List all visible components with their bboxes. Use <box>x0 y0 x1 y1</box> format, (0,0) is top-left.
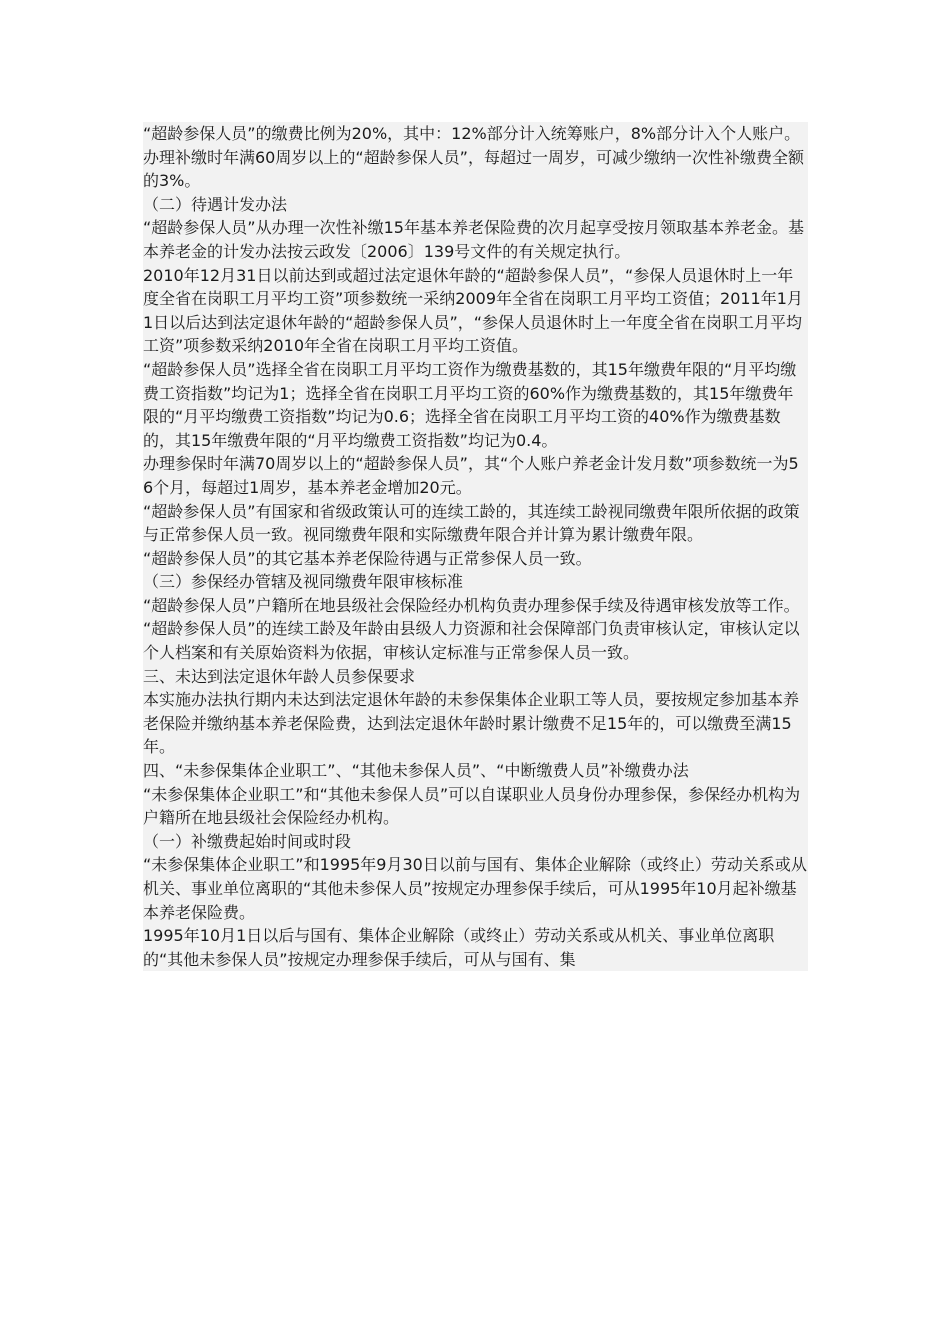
paragraph: “未参保集体企业职工”和1995年9月30日以前与国有、集体企业解除（或终止）劳动关系或从机关、事业单位离职的“其他未参保人员”按规定办理参保手续后，可从1995年10月起补缴基本养老保险费。 <box>143 855 807 922</box>
section-heading: 四、“未参保集体企业职工”、“其他未参保人员”、“中断缴费人员”补缴费办法 <box>143 761 689 781</box>
paragraph: “超龄参保人员”从办理一次性补缴15年基本养老保险费的次月起享受按月领取基本养老金。基本养老金的计发办法按云政发〔2006〕139号文件的有关规定执行。 <box>143 218 804 261</box>
paragraph: 本实施办法执行期内未达到法定退休年龄的未参保集体企业职工等人员，要按规定参加基本养老保险并缴纳基本养老保险费，达到法定退休年龄时累计缴费不足15年的，可以缴费至满15年。 <box>143 690 800 757</box>
section-heading: （一）补缴费起始时间或时段 <box>143 831 352 851</box>
paragraph: 办理补缴时年满60周岁以上的“超龄参保人员”，每超过一周岁，可减少缴纳一次性补缴费全额的3%。 <box>143 147 804 191</box>
paragraph: 办理参保时年满70周岁以上的“超龄参保人员”，其“个人账户养老金计发月数”项参数统一为56个月，每超过1周岁，基本养老金增加20元。 <box>143 454 799 497</box>
section-heading: 三、未达到法定退休年龄人员参保要求 <box>143 666 416 686</box>
paragraph: “超龄参保人员”有国家和省级政策认可的连续工龄的，其连续工龄视同缴费年限所依据的政策与正常参保人员一致。视同缴费年限和实际缴费年限合并计算为累计缴费年限。 <box>143 501 800 545</box>
document-body <box>143 122 808 971</box>
paragraph: 1995年10月1日以后与国有、集体企业解除（或终止）劳动关系或从机关、事业单位离职的“其他未参保人员”按规定办理参保手续后，可从与国有、集 <box>143 926 775 969</box>
section-heading: （三）参保经办管辖及视同缴费年限审核标准 <box>143 572 464 592</box>
paragraph: 2010年12月31日以前达到或超过法定退休年龄的“超龄参保人员”，“参保人员退休时上一年度全省在岗职工月平均工资”项参数统一采纳2009年全省在岗职工月平均工资值；2011年1月1日以后达到法定退休年龄的“超龄参保人员”，“参保人员退休时上一年度全省在岗职工月平均工资”项参数采纳2010年全省在岗职工月平均工资值。 <box>143 265 803 356</box>
paragraph: “超龄参保人员”的连续工龄及年龄由县级人力资源和社会保障部门负责审核认定，审核认定以个人档案和有关原始资料为依据，审核认定标准与正常参保人员一致。 <box>143 619 800 663</box>
paragraph: “超龄参保人员”的其它基本养老保险待遇与正常参保人员一致。 <box>143 548 592 568</box>
paragraph: “超龄参保人员”户籍所在地县级社会保险经办机构负责办理参保手续及待遇审核发放等工作。 <box>143 595 800 615</box>
paragraph: “未参保集体企业职工”和“其他未参保人员”可以自谋职业人员身份办理参保，参保经办机构为户籍所在地县级社会保险经办机构。 <box>143 784 801 828</box>
paragraph: “超龄参保人员”选择全省在岗职工月平均工资作为缴费基数的，其15年缴费年限的“月平均缴费工资指数”均记为1；选择全省在岗职工月平均工资的60%作为缴费基数的，其15年缴费年限的“月平均缴费工资指数”均记为0.6；选择全省在岗职工月平均工资的40%作为缴费基数的，其15年缴费年限的“月平均缴费工资指数”均记为0.4。 <box>143 359 797 450</box>
paragraph: “超龄参保人员”的缴费比例为20%，其中：12%部分计入统筹账户，8%部分计入个人账户。 <box>143 124 801 143</box>
section-heading: （二）待遇计发办法 <box>143 194 288 214</box>
